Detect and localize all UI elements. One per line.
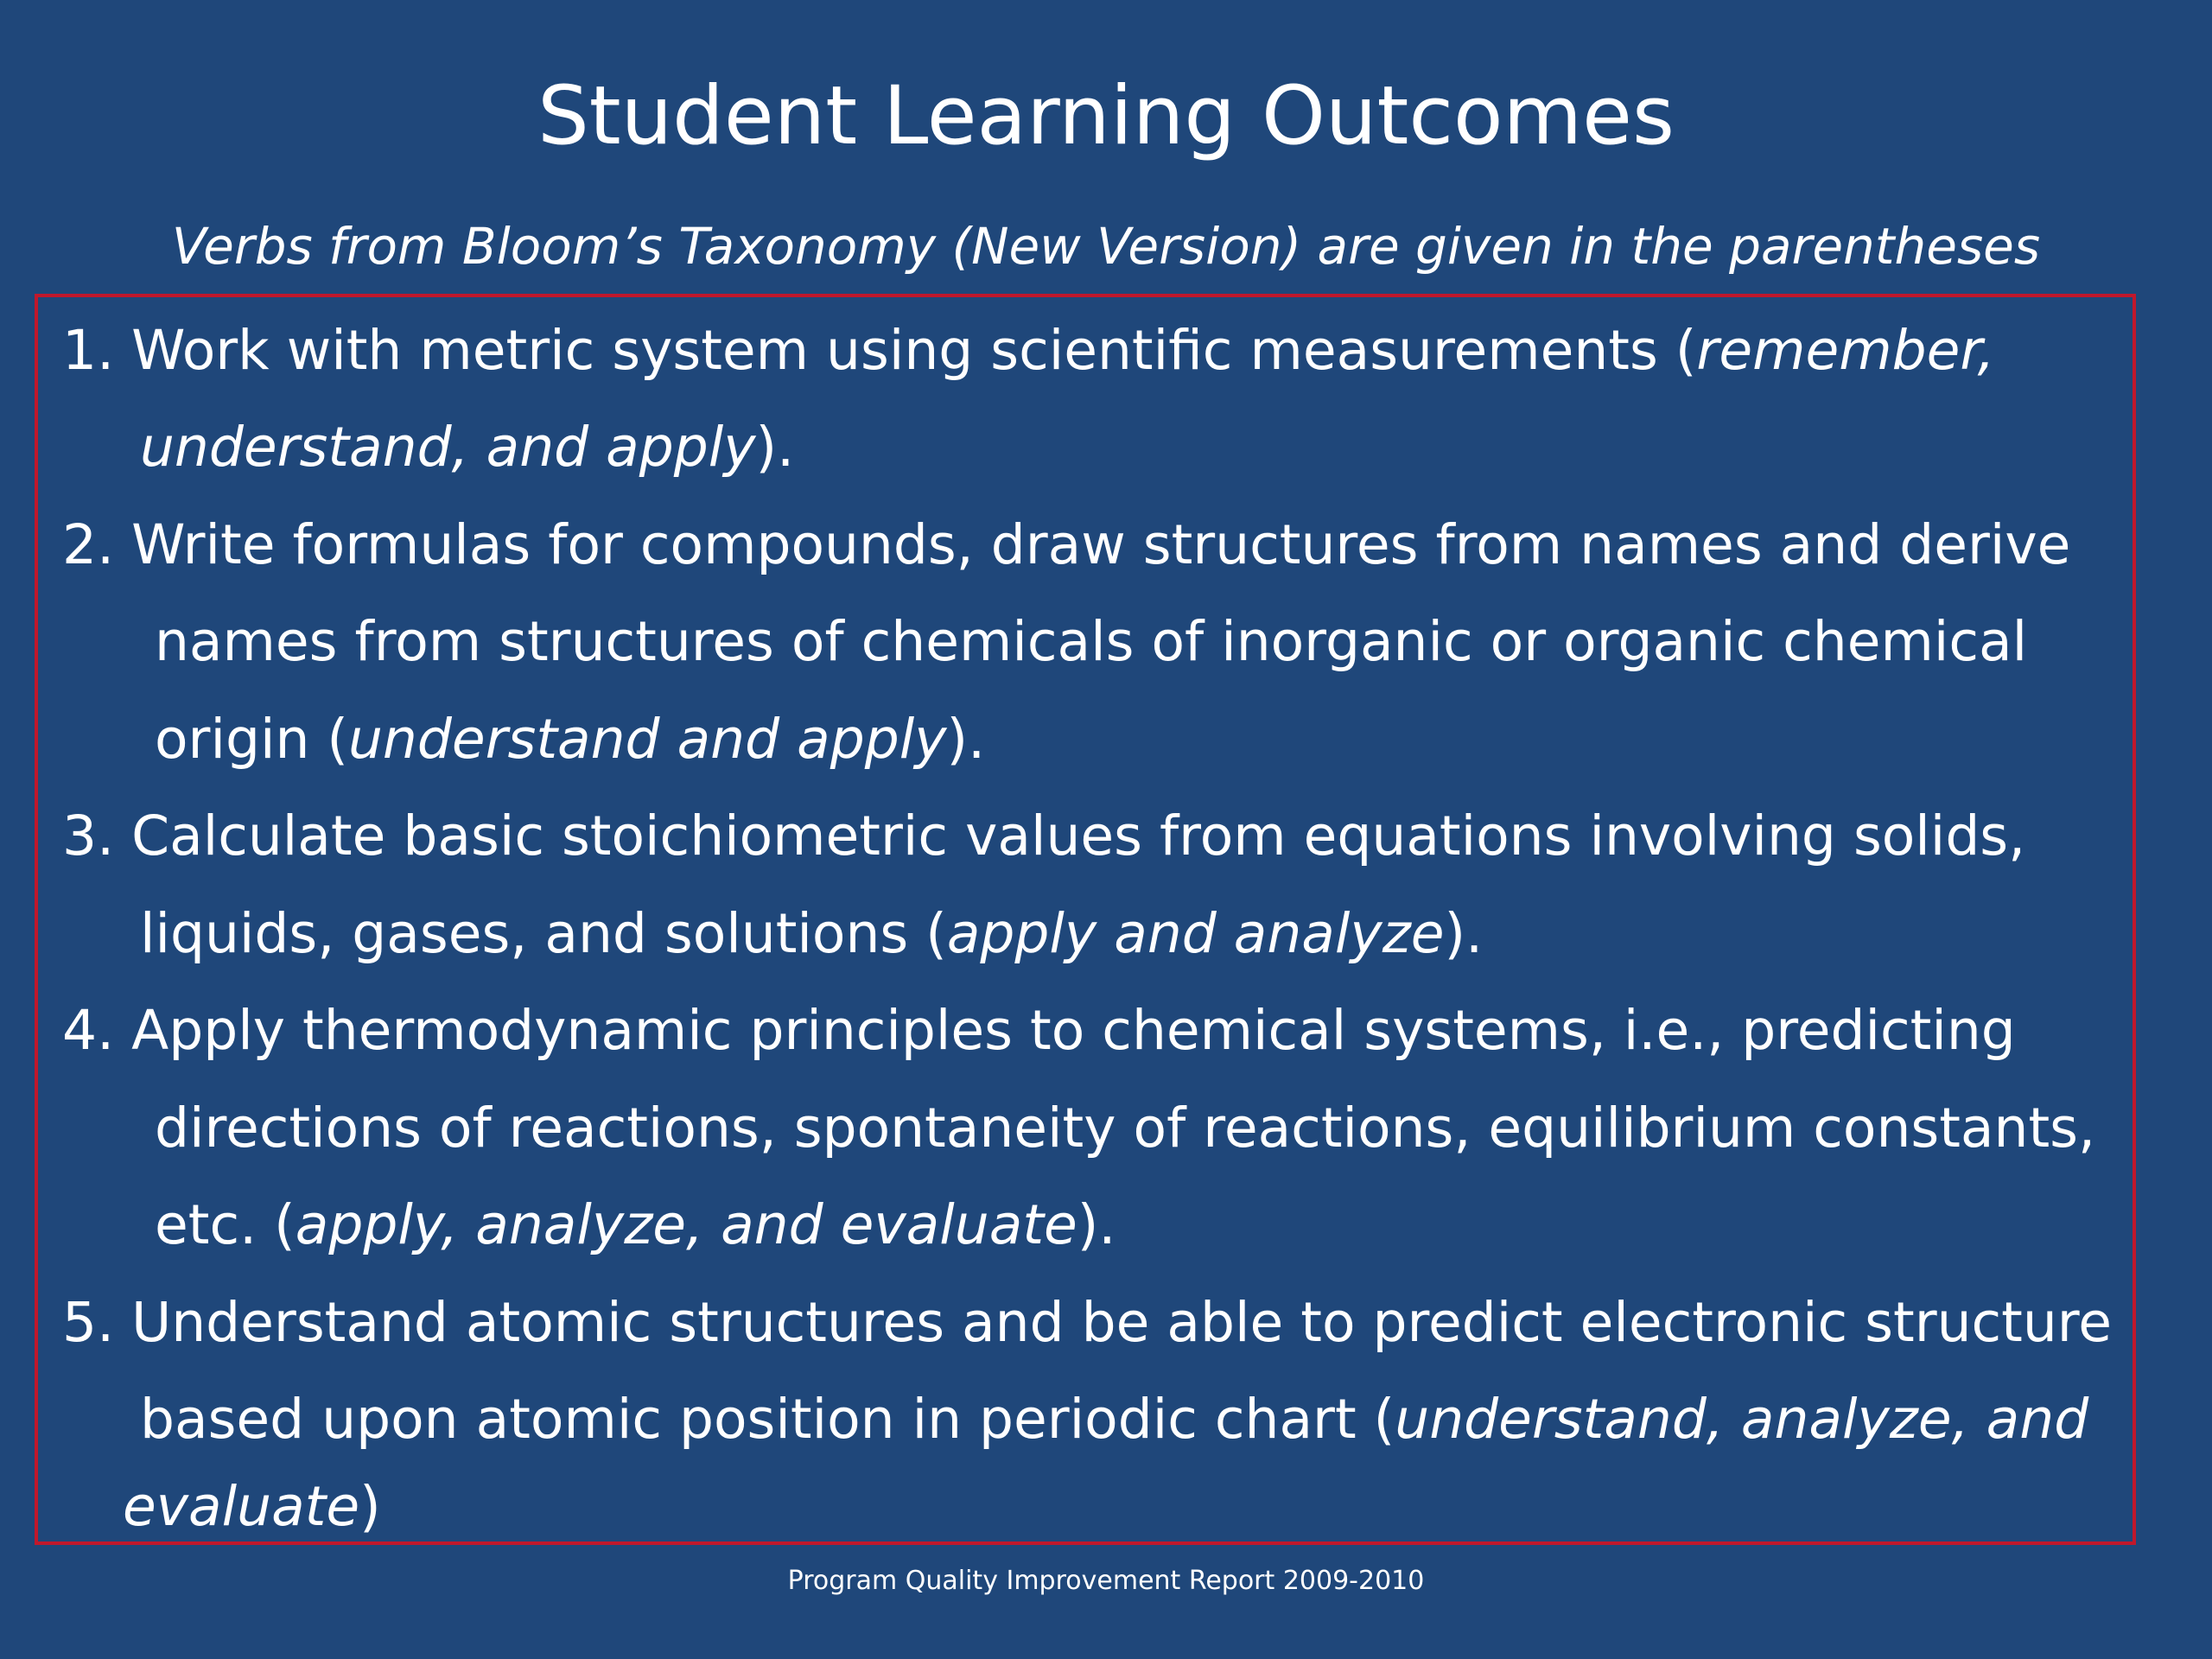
outcome-3-line-1 [62,788,2025,885]
outcome-1-line-2 [140,399,794,496]
outcome-1-line-1 [62,302,1994,399]
outcome-4-end: ). [1077,1193,1116,1256]
outcome-5-end: ) [359,1475,381,1538]
outcomes-box [35,294,2136,1545]
outcome-5-verbs-cont: evaluate [123,1475,360,1538]
outcome-3-end: ). [1444,902,1484,965]
outcome-2-line-1 [62,497,2070,594]
outcome-5-text: 5. Understand atomic structures and be able to predict electronic structure [62,1291,2113,1354]
outcome-1-verbs: remember, [1696,319,1995,382]
outcome-2-line-3 [155,691,985,788]
outcome-5-line-3 [123,1459,381,1555]
slide-footer: Program Quality Improvement Report 2009-2010 [787,1566,1425,1596]
outcome-5-verbs: understand, analyze, and [1395,1388,2089,1451]
outcome-2-text: 2. Write formulas for compounds, draw structures from names and derive [62,513,2071,576]
outcome-4-verbs: apply, analyze, and evaluate [295,1193,1077,1256]
outcome-4-text-end: etc. ( [155,1193,296,1256]
outcome-3-verbs: apply and analyze [946,902,1445,965]
outcome-5-text-cont: based upon atomic position in periodic chart ( [140,1388,1395,1451]
outcome-4-line-1 [62,982,2016,1079]
outcome-2-text-cont: names from structures of chemicals of inorganic or organic chemical [155,610,2028,673]
outcome-4-text: 4. Apply thermodynamic principles to chemical systems, i.e., predicting [62,999,2016,1062]
outcome-3-text: 3. Calculate basic stoichiometric values from equations involving solids, [62,804,2026,868]
slide-subtitle: Verbs from Bloom’s Taxonomy (New Version) are given in the parentheses [171,217,2041,276]
outcome-3-line-2 [140,886,1483,982]
outcome-4-line-3 [155,1177,1116,1274]
outcome-5-line-2 [140,1371,2088,1468]
outcome-4-line-2 [155,1080,2095,1177]
slide-title: Student Learning Outcomes [537,69,1675,163]
outcome-1-end: ). [755,416,795,479]
outcome-4-text-cont: directions of reactions, spontaneity of reactions, equilibrium constants, [155,1096,2096,1160]
outcome-2-verbs: understand and apply [347,708,947,771]
outcome-5-line-1 [62,1274,2112,1371]
outcome-1-text: 1. Work with metric system using scientific measurements ( [62,319,1697,382]
outcome-1-verbs-cont: understand, and apply [140,416,756,479]
outcome-3-text-cont: liquids, gases, and solutions ( [140,902,947,965]
outcome-2-text-end: origin ( [155,708,348,771]
outcome-2-line-2 [155,594,2027,690]
outcome-2-end: ). [946,708,986,771]
